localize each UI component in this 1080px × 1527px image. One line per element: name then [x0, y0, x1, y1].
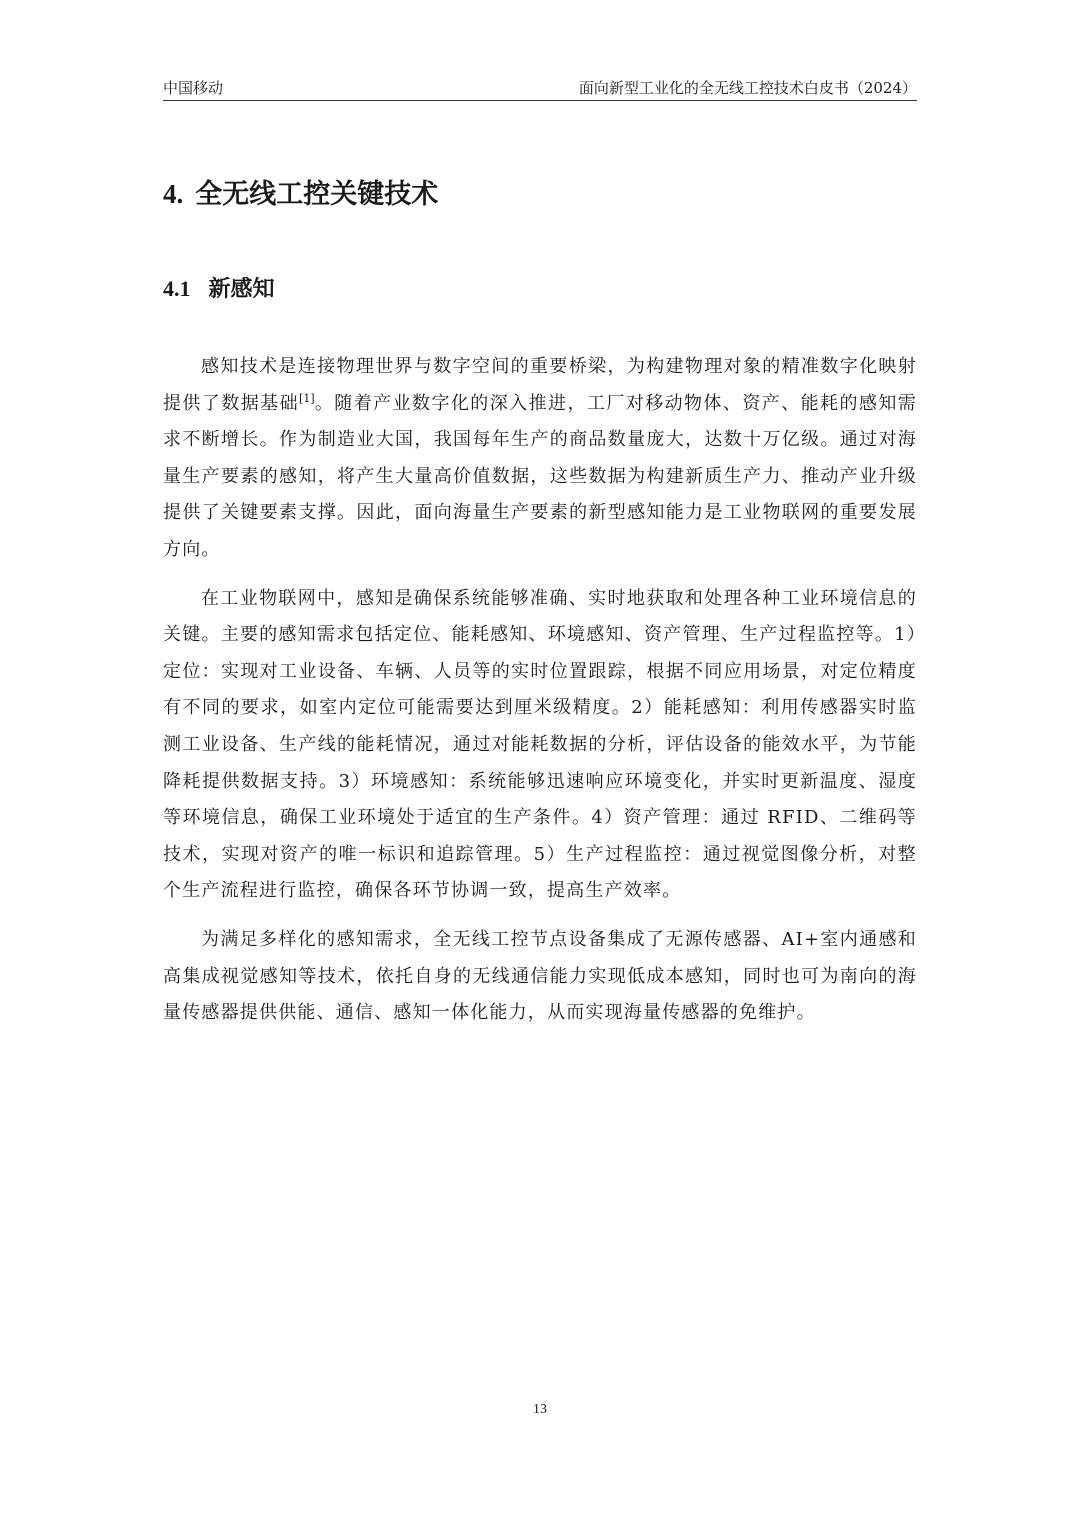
paragraph-2: 在工业物联网中，感知是确保系统能够准确、实时地获取和处理各种工业环境信息的关键。主要的感知需求包括定位、能耗感知、环境感知、资产管理、生产过程监控等。1）定位：实现对工业设备、车辆、人员等的实时位置跟踪，根据不同应用场景，对定位精度有不同的要求，如室内定位可能需要达到厘米级精度。2）能耗感知：利用传感器实时监测工业设备、生产线的能耗情况，通过对能耗数据的分析，评估设备的能效水平，为节能降耗提供数据支持。3）环境感知：系统能够迅速响应环境变化，并实时更新温度、湿度等环境信息，确保工业环境处于适宜的生产条件。4）资产管理：通过 RFID、二维码等技术，实现对资产的唯一标识和追踪管理。5）生产过程监控：通过视觉图像分析，对整个生产流程进行监控，确保各环节协调一致，提高生产效率。	[163, 587, 917, 902]
citation-ref: [1]	[299, 391, 315, 405]
section-number: 4.1	[163, 276, 191, 301]
header-org: 中国移动	[163, 79, 224, 97]
page-header	[163, 78, 917, 101]
header-doc-title: 面向新型工业化的全无线工控技术白皮书（2024）	[578, 79, 917, 97]
chapter-title	[163, 172, 438, 217]
page-number: 13	[533, 1402, 547, 1417]
chapter-title-text: 全无线工控关键技术	[195, 179, 439, 210]
section-title-text: 新感知	[208, 277, 275, 302]
section-title	[163, 270, 275, 309]
paragraph-1-text-b: 。随着产业数字化的深入推进，工厂对移动物体、资产、能耗的感知需求不断增长。作为制造业大国，我国每年生产的商品数量庞大，达数十万亿级。通过对海量生产要素的感知，将产生大量高价值数据，这些数据为构建新质生产力、推动产业升级提供了关键要素支撑。因此，面向海量生产要素的新型感知能力是工业物联网的重要发展方向。	[163, 392, 917, 560]
paragraph-1	[163, 349, 917, 569]
paragraph-1-text-a: 感知技术是连接物理世界与数字空间的重要桥梁，为构建物理对象的精准数字化映射提供了数据基础	[163, 356, 917, 414]
body-text	[163, 349, 917, 1044]
paragraph-3: 为满足多样化的感知需求，全无线工控节点设备集成了无源传感器、AI+室内通感和高集成视觉感知等技术，依托自身的无线通信能力实现低成本感知，同时也可为南向的海量传感器提供供能、通信、感知一体化能力，从而实现海量传感器的免维护。	[163, 928, 917, 1024]
chapter-number: 4.	[163, 179, 184, 209]
